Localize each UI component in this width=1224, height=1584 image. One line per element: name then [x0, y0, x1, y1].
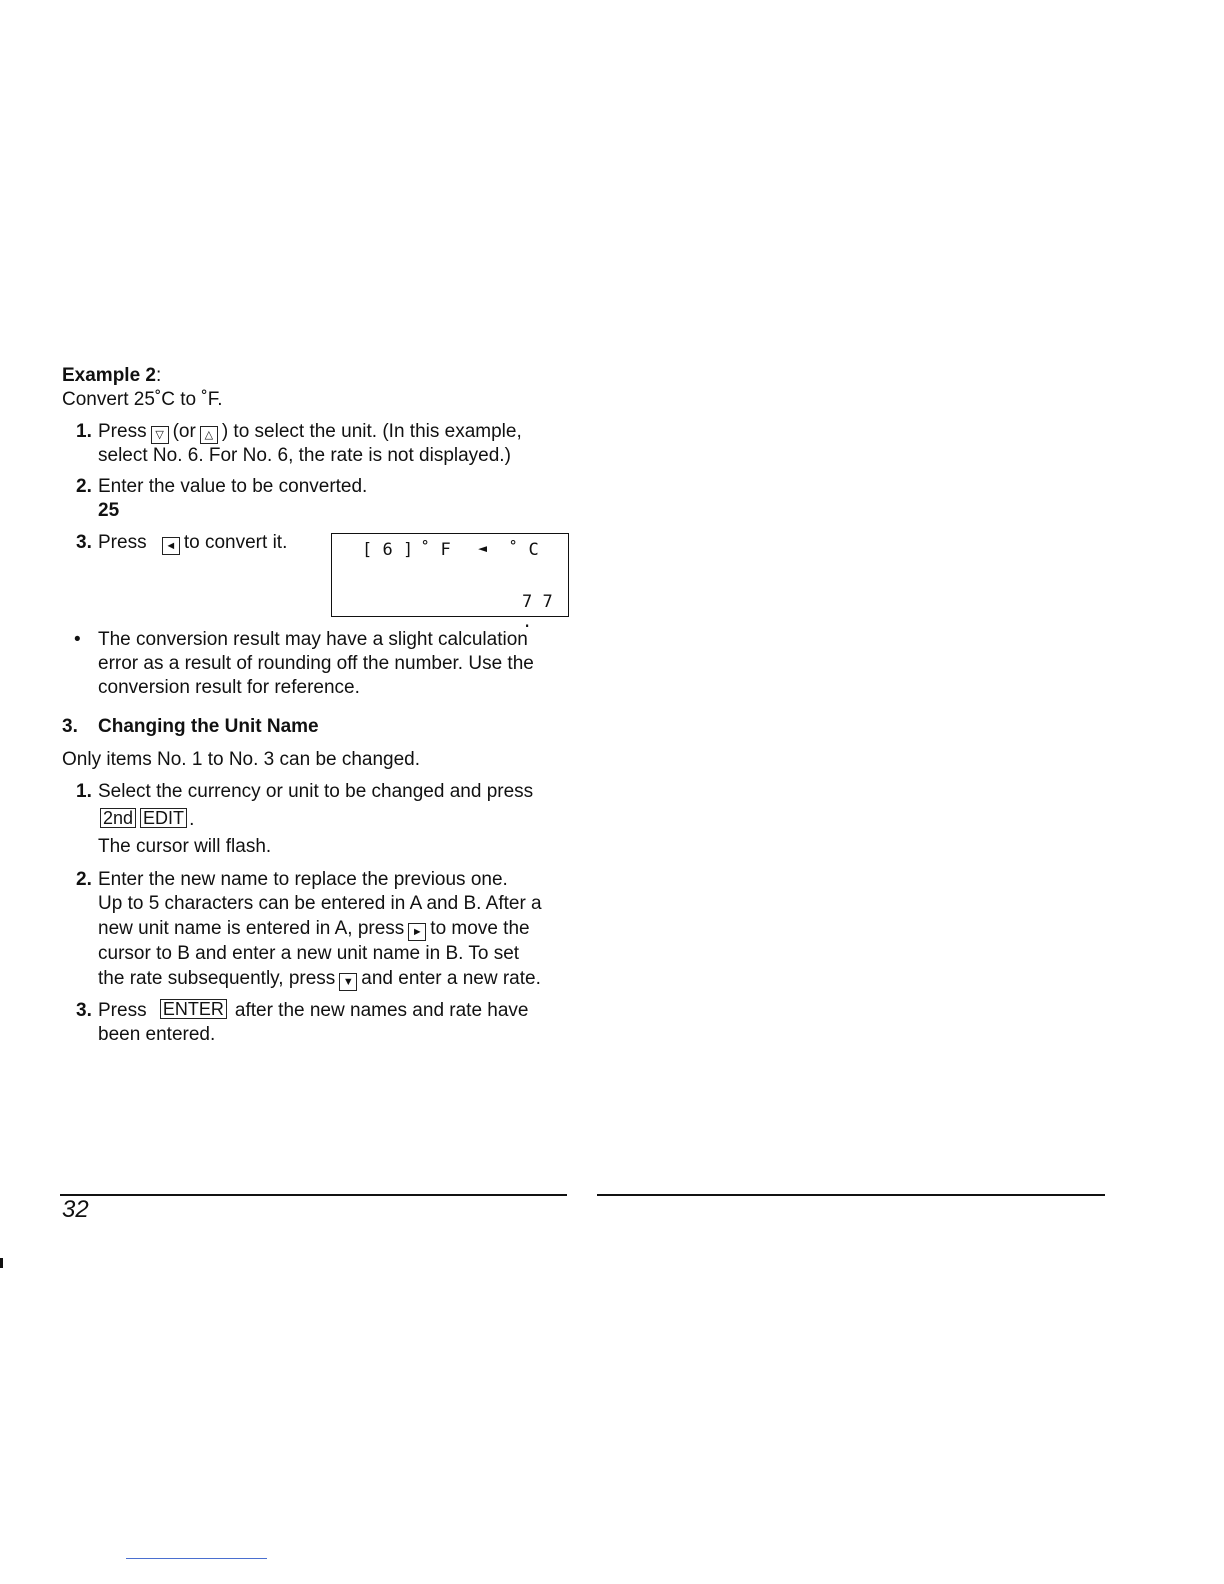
step-b2-line3-post: to move the: [430, 918, 530, 939]
step-a1-mid: (or: [172, 421, 196, 442]
footer-rule-left: [60, 1194, 567, 1196]
step-a2-text: Enter the value to be converted.: [98, 476, 368, 497]
step-b3-post: after the new names and rate have: [234, 1000, 529, 1021]
left-arrow-key-icon: ◄: [162, 537, 180, 555]
step-b2-line3-pre: new unit name is entered in A, press: [98, 918, 405, 939]
down-key-icon: ▼: [339, 973, 357, 991]
step-a2-line1: [76, 475, 367, 499]
step-a3-number: 3.: [76, 532, 92, 553]
example-heading: [62, 364, 161, 388]
example-task: Convert 25˚C to ˚F.: [62, 389, 223, 410]
lcd-arrow-icon: ◄: [478, 539, 488, 557]
step-b1-line3: The cursor will flash.: [98, 836, 272, 857]
note-line-3: conversion result for reference.: [98, 677, 360, 698]
section-title: Changing the Unit Name: [98, 716, 319, 737]
scan-line: [126, 1558, 267, 1559]
step-a1-post: ) to select the unit. (In this example,: [221, 421, 522, 442]
note-bullet: •: [74, 629, 81, 650]
footer-rule-right: [597, 1194, 1105, 1196]
step-a1-line1: [76, 420, 522, 444]
step-b1-line2: [98, 808, 194, 832]
step-b2-text: Enter the new name to replace the previous one.: [98, 869, 508, 890]
step-b2-line5: [98, 967, 541, 991]
step-b3-line2: been entered.: [98, 1024, 216, 1045]
step-b1-number: 1.: [76, 781, 92, 802]
step-a3-pre: Press: [98, 532, 147, 553]
step-b2-line4: cursor to B and enter a new unit name in B. To set: [98, 943, 520, 964]
step-a2-number: 2.: [76, 476, 92, 497]
step-a1-line2: select No. 6. For No. 6, the rate is not displayed.): [98, 445, 511, 466]
step-b2-line1: [76, 868, 508, 892]
step-b2-line5-post: and enter a new rate.: [361, 968, 541, 989]
edit-key: EDIT: [140, 808, 187, 828]
enter-key: ENTER: [160, 999, 227, 1019]
lcd-unit-from: ˚ C: [508, 540, 539, 560]
step-a3-post: to convert it.: [183, 532, 288, 553]
section-intro: Only items No. 1 to No. 3 can be changed.: [62, 749, 421, 770]
example-colon: :: [156, 365, 162, 386]
note-line-2: error as a result of rounding off the number. Use the: [98, 653, 534, 674]
step-b1-line1: [76, 780, 533, 804]
note-line-1: The conversion result may have a slight calculation: [98, 629, 528, 650]
step-a1-pre: Press: [98, 421, 147, 442]
section-number: 3.: [62, 716, 78, 737]
right-arrow-key-icon: ►: [408, 923, 426, 941]
lcd-result: 7 7 .: [522, 592, 553, 632]
example-title: Example 2: [62, 365, 156, 386]
step-b2-line2: Up to 5 characters can be entered in A and B. After a: [98, 893, 542, 914]
step-a3: [76, 531, 287, 555]
step-a2-value: 25: [98, 500, 120, 521]
2nd-key: 2nd: [100, 808, 136, 828]
scan-mark: [0, 1258, 3, 1268]
down-arrow-key-icon: ▽: [151, 426, 169, 444]
lcd-slot: [ 6 ]: [362, 540, 414, 560]
step-b2-line5-pre: the rate subsequently, press: [98, 968, 336, 989]
page-number: 32: [62, 1196, 89, 1223]
step-b2-line3: [98, 917, 530, 941]
up-arrow-key-icon: △: [200, 426, 218, 444]
step-b3-pre: Press: [98, 1000, 147, 1021]
step-b3-number: 3.: [76, 1000, 92, 1021]
step-b1-period: .: [189, 809, 195, 830]
step-b2-number: 2.: [76, 869, 92, 890]
lcd-display: [331, 533, 569, 632]
lcd-unit-to: ˚ F: [420, 540, 451, 560]
step-a1-number: 1.: [76, 421, 92, 442]
step-b3-line1: [76, 999, 529, 1023]
step-b1-text: Select the currency or unit to be changed and press: [98, 781, 534, 802]
